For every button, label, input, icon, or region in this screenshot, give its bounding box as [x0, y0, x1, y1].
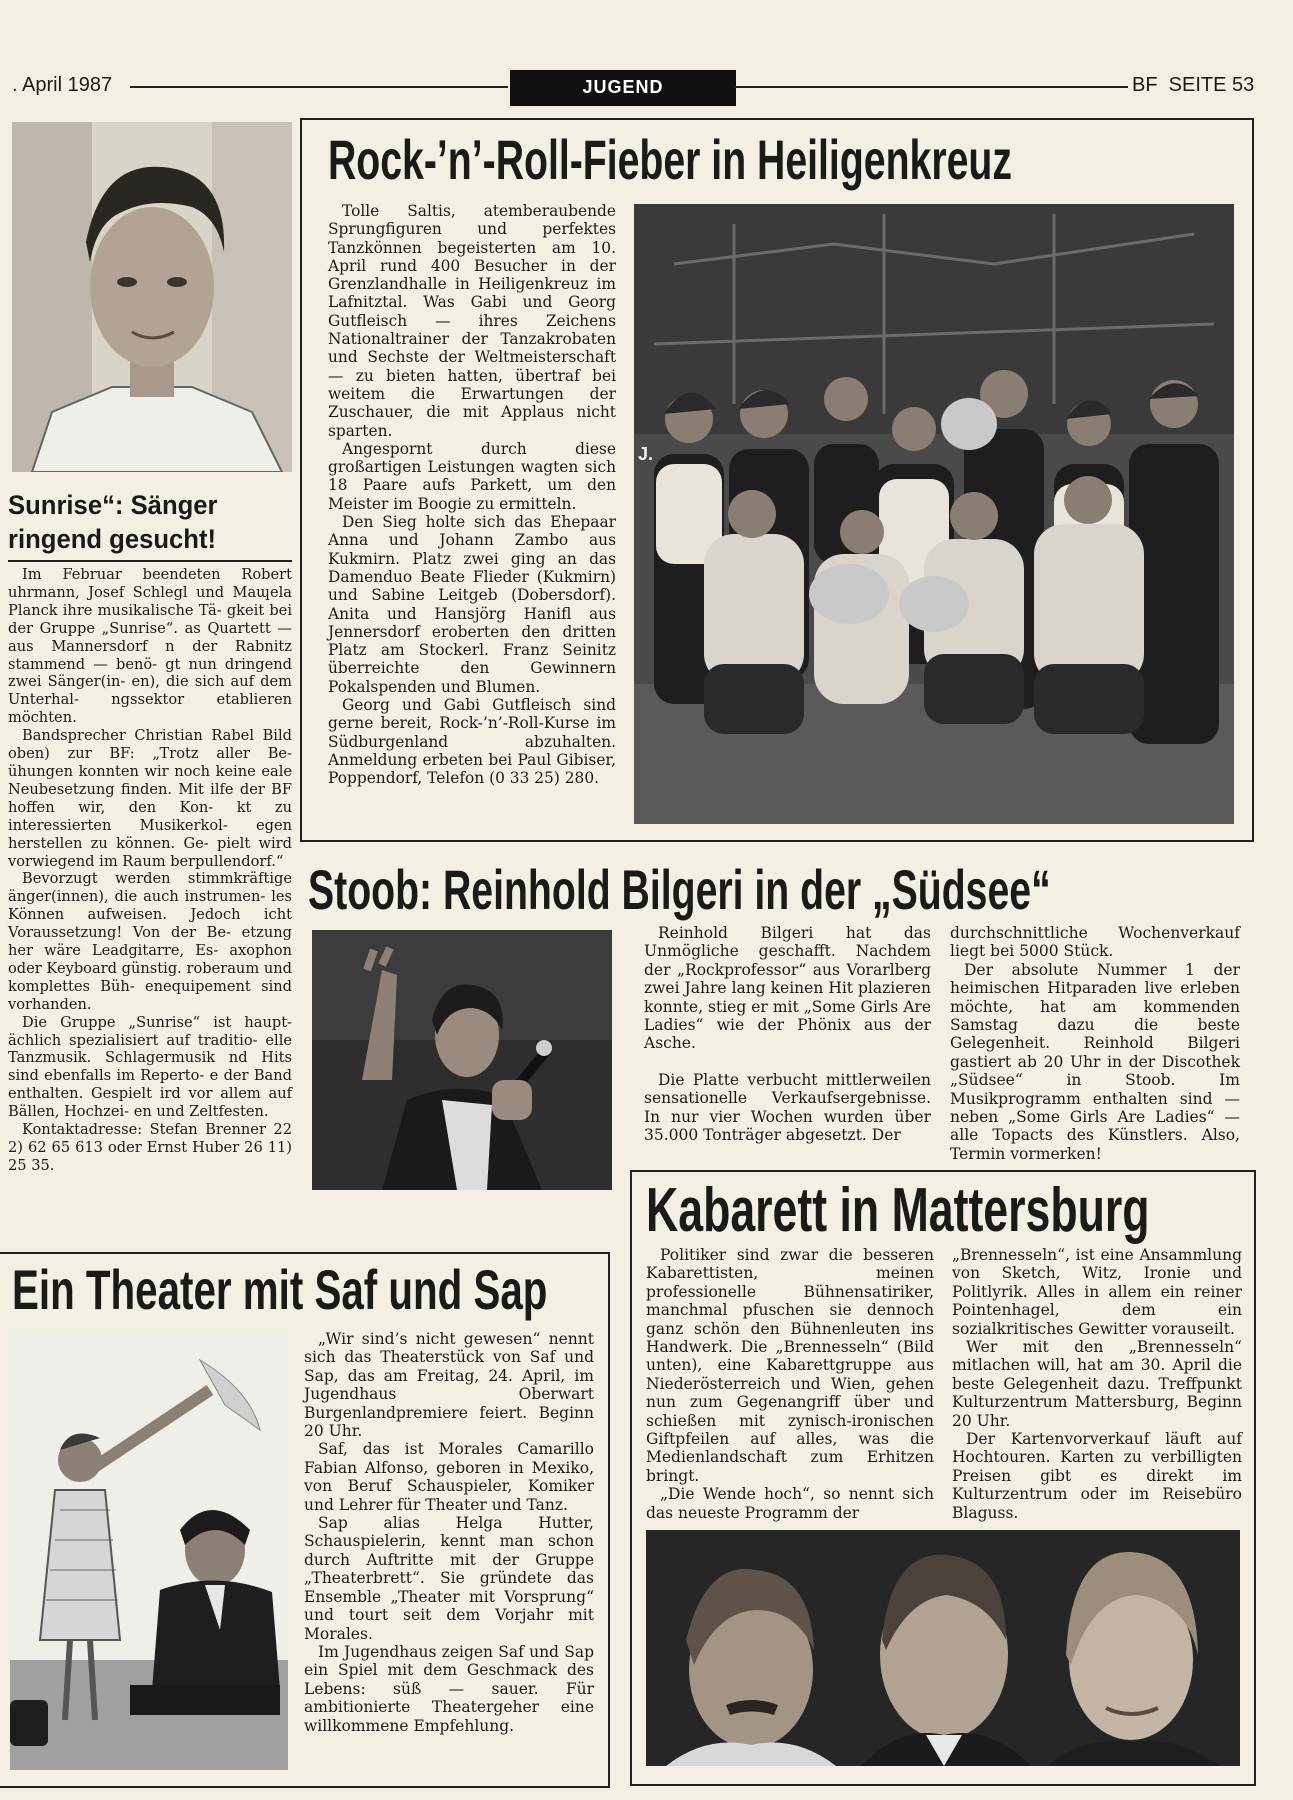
kabarett-paragraph: „Brennesseln“, ist eine Ansammlung von Sketch, Witz, Ironie und Politlyrik. Alles in allem ein reiner Pointenhagel, dem ein sozialkritisches Gewitter vorauseilt.	[952, 1246, 1242, 1338]
kabarett-col2	[952, 1246, 1242, 1522]
photo-dance-winners	[634, 204, 1234, 824]
photo-christian-rabel	[12, 122, 292, 472]
rock-headline: Rock-’n’-Roll-Fieber in Heiligenkreuz	[328, 128, 1012, 191]
sunrise-paragraph: Bandsprecher Christian Rabel Bild oben) zur BF: „Trotz aller Be- ühungen konnten wir noch keine eale Neubesetzung finden. Mit ilfe der BF hoffen wir, den Kon- kt zu interessierten Musikerkol- egen herstellen zu können. Ge- pielt wird vorwiegend im Raum berpullendorf.“	[8, 727, 292, 870]
stoob-paragraph: Der absolute Nummer 1 der heimischen Hitparaden live erleben möchte, hat am kommenden Samstag dazu die beste Gelegenheit. Reinhold Bilgeri gastiert ab 20 Uhr in der Discothek „Südsee“ in Stoob. Im Musikprogramm enthalten sind — neben „Some Girls Are Ladies“ — alle Topacts des Künstlers. Also, Termin vormerken!	[950, 960, 1240, 1163]
header-rule-left	[130, 86, 508, 88]
rock-article	[328, 202, 616, 788]
issue-date: . April 1987	[12, 74, 113, 96]
stoob-col1	[644, 924, 931, 1144]
theater-headline: Ein Theater mit Saf und Sap	[12, 1258, 548, 1321]
stoob-paragraph: durchschnittliche Wochenverkauf liegt bei 5000 Stück.	[950, 924, 1240, 961]
rock-paragraph: Angespornt durch diese großartigen Leistungen wagten sich 18 Paare aufs Parkett, um den Meister im Boogie zu ermitteln.	[328, 439, 616, 513]
sunrise-title-line2: ringend gesucht!	[8, 524, 217, 554]
rock-paragraph: Georg und Gabi Gutfleisch sind gerne bereit, Rock-’n’-Roll-Kurse im Südburgenland abzuhalten. Anmeldung erbeten bei Paul Gibiser, Poppendorf, Telefon (0 33 25) 280.	[328, 696, 616, 788]
stoob-paragraph: Die Platte verbucht mittlerweilen sensationelle Verkaufsergebnisse. In nur vier Wochen wurden über 35.000 Tonträger abgesetzt. Der	[644, 1070, 931, 1145]
photo-brennesseln	[646, 1530, 1240, 1766]
stoob-headline: Stoob: Reinhold Bilgeri in der „Südsee“	[308, 858, 1051, 921]
stoob-paragraph: Reinhold Bilgeri hat das Unmögliche geschafft. Nachdem der „Rockprofessor“ aus Vorarlberg zwei Jahre lang keinen Hit plazieren konnte, stieg er mit „Some Girls Are Ladies“ wie der Phönix aus der Asche.	[644, 924, 931, 1053]
sunrise-title-line1: Sunrise“: Sänger	[8, 490, 218, 520]
theater-paragraph: Im Jugendhaus zeigen Saf und Sap ein Spiel mit dem Geschmack des Lebens: süß — sauer. Für ambitionierte Theatergeher eine willkommene Empfehlung.	[304, 1642, 594, 1735]
sunrise-paragraph: Kontaktadresse: Stefan Brenner 22 2) 62 65 613 oder Ernst Huber 26 11) 25 35.	[8, 1121, 292, 1174]
kabarett-paragraph: Wer mit den „Brennesseln“ mitlachen will, hat am 30. April die beste Gelegenheit dazu. Treffpunkt Kulturzentrum Mattersburg, Beginn 20 Uhr.	[952, 1338, 1242, 1430]
sunrise-paragraph: Im Februar beendeten Robert uhrmann, Josef Schlegl und Maɰela Planck ihre musikalische Tä- gkeit bei der Gruppe „Sunrise“. as Quartett — aus Mannersdorf n der Rabnitz stammend — benö- gt nun dringend zwei Sänger(in- en), die sich auf dem Unterhal- ngssektor etablieren möchten.	[8, 566, 292, 727]
kabarett-paragraph: Der Kartenvorverkauf läuft auf Hochtouren. Karten zu verbilligten Preisen gibt es direkt im Kulturzentrum oder im Reisebüro Blaguss.	[952, 1430, 1242, 1522]
sunrise-paragraph: Bevorzugt werden stimmkräftige änger(innen), die auch instrumen- les Können aufweisen. Jedoch icht Voraussetzung! Von der Be- etzung her wäre Leadgitarre, Es- axophon oder Keyboard günstig. roberaum und komplettes Büh- enequipement sind vorhanden.	[8, 870, 292, 1013]
photo-reinhold-bilgeri	[312, 930, 612, 1190]
photo-banner-text: J.	[638, 444, 654, 464]
theater-paragraph: „Wir sind’s nicht gewesen“ nennt sich das Theaterstück von Saf und Sap, das am Freitag, 24. April, im Jugendhaus Oberwart Burgenlandpremiere feiert. Beginn 20 Uhr.	[304, 1330, 594, 1441]
theater-article	[304, 1330, 594, 1735]
section-label: JUGEND	[510, 70, 736, 106]
kabarett-paragraph: Politiker sind zwar die besseren Kabarettisten, meinen professionelle Bühnensatiriker, manchmal pfuschen sie dennoch ganz schön den Bühnenleuten ins Handwerk. Die „Brennesseln“ (Bild unten), eine Kabarettgruppe aus Niederösterreich und Wien, gehen nun zum Gegenangriff über und schießen mit zynisch-ironischen Giftpfeilen auf alles, was die Medienlandschaft zum Erhitzen bringt.	[646, 1246, 934, 1485]
page-number: BF SEITE 53	[1132, 74, 1255, 96]
rock-paragraph: Den Sieg holte sich das Ehepaar Anna und Johann Zambo aus Kukmirn. Platz zwei ging an das Damenduo Beate Flieder (Kukmirn) und Sabine Leitgeb (Dobersdorf). Anita und Hansjörg Hanifl aus Jennersdorf eroberten den dritten Platz am Stockerl. Franz Seinitz überreichte den Gewinnern Pokalspenden und Blumen.	[328, 513, 616, 696]
theater-paragraph: Saf, das ist Morales Camarillo Fabian Alfonso, geboren in Mexiko, von Beruf Schauspieler, Komiker und Lehrer für Theater und Tanz.	[304, 1440, 594, 1514]
photo-saf-und-sap	[10, 1330, 288, 1770]
sunrise-paragraph: Die Gruppe „Sunrise“ ist haupt- ächlich spezialisiert auf traditio- elle Tanzmusik. Schlagermusik nd Hits sind ebenfalls im Reperto- e der Band enthalten. Gespielt ird vor allem auf Bällen, Hochzei- en und Zeltfesten.	[8, 1013, 292, 1121]
kabarett-col1	[646, 1246, 934, 1522]
stoob-col2	[950, 924, 1240, 1163]
sunrise-title-rule	[8, 560, 292, 562]
theater-paragraph: Sap alias Helga Hutter, Schauspielerin, kennt man schon durch Auftritte mit der Gruppe „Theaterbrett“. Sie gründete das Ensemble „Theater mit Vorsprung“ und tourt seit dem Vorjahr mit Morales.	[304, 1514, 594, 1643]
rock-paragraph: Tolle Saltis, atemberaubende Sprungfiguren und perfektes Tanzkönnen begeisterten am 10. April rund 400 Besucher in der Grenzlandhalle in Heiligenkreuz im Lafnitztal. Was Gabi und Georg Gutfleisch — ihres Zeichens Nationaltrainer der Tanzakrobaten und Sechste der Weltmeisterschaft — zu bieten hatten, übertraf bei weitem die Erwartungen der Zuschauer, die mit Applaus nicht sparten.	[328, 202, 616, 440]
sunrise-article	[8, 566, 292, 1175]
kabarett-headline: Kabarett in Mattersburg	[646, 1176, 1150, 1245]
header-rule-right	[734, 86, 1128, 88]
kabarett-paragraph: „Die Wende hoch“, so nennt sich das neueste Programm der	[646, 1485, 934, 1522]
